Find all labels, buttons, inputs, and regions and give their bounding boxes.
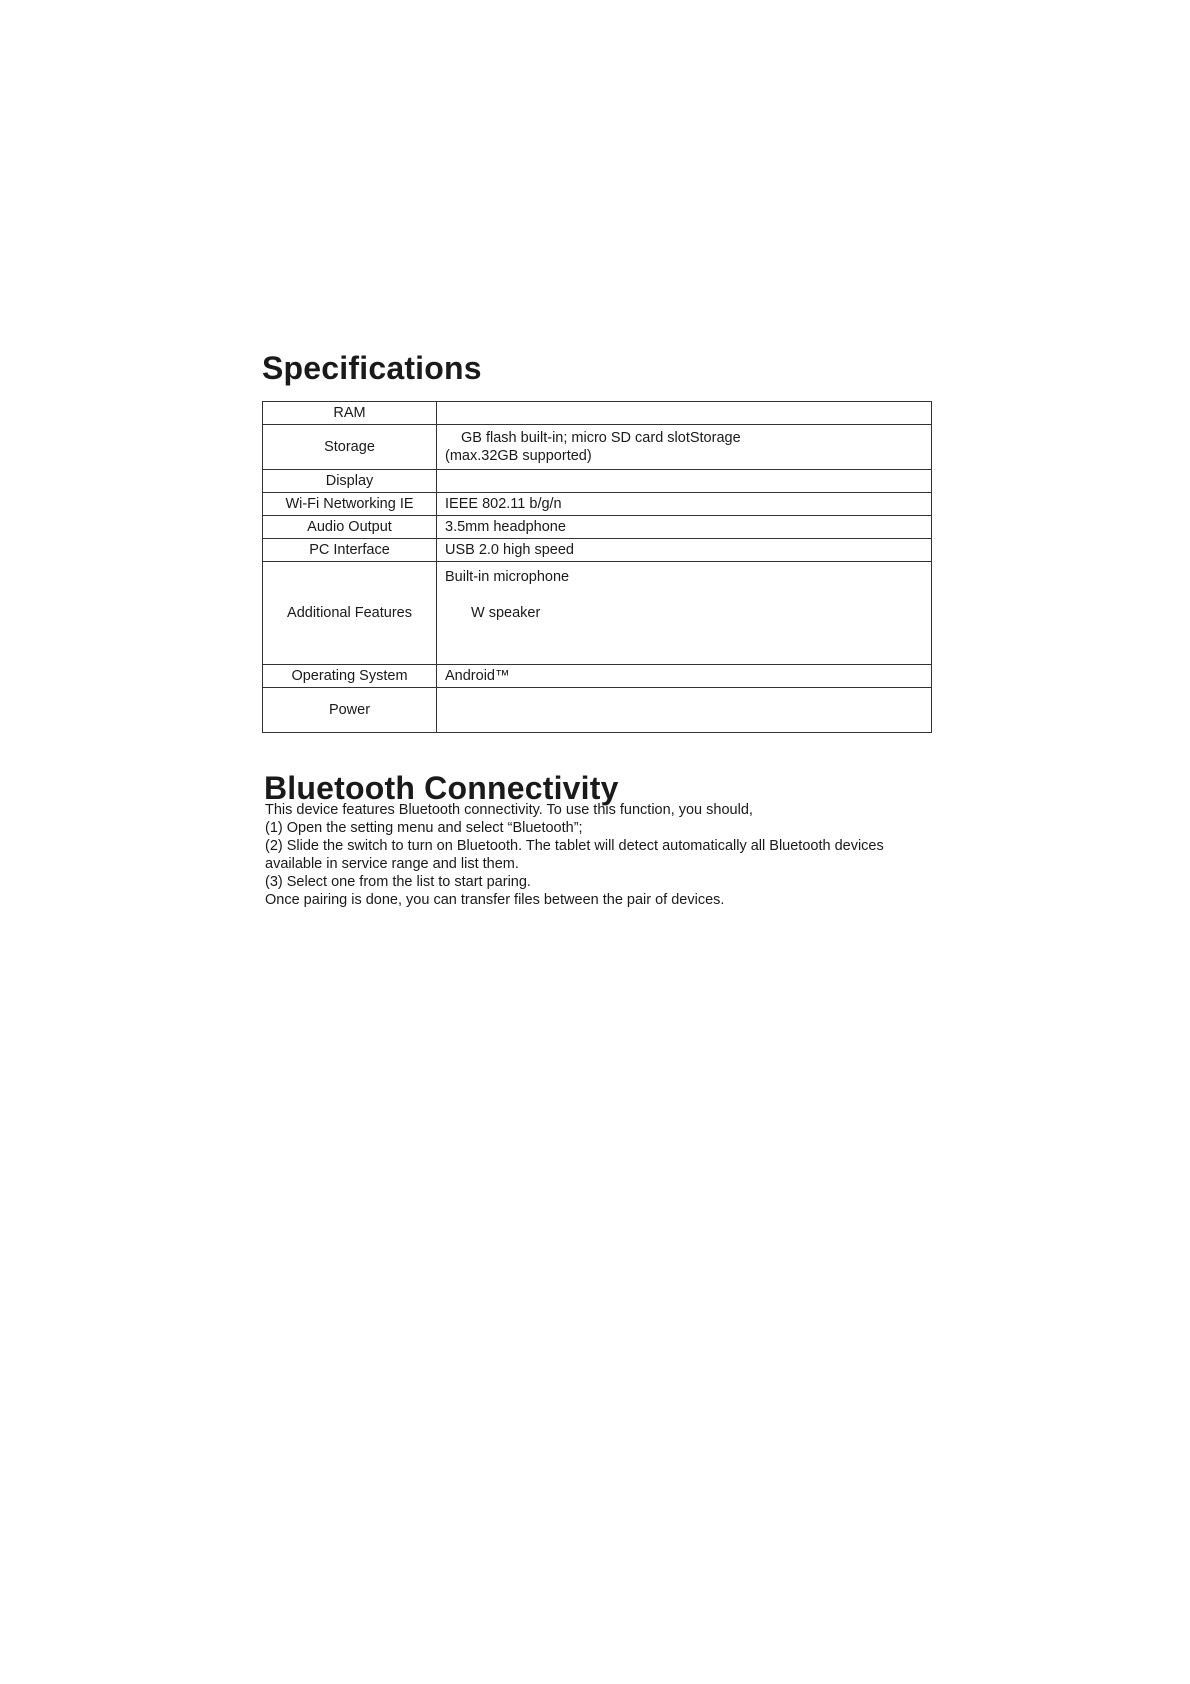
- spec-row-power: [263, 688, 932, 733]
- spec-label: Power: [263, 688, 437, 733]
- instruction-line: (3) Select one from the list to start paring.: [265, 874, 531, 890]
- spec-row-ram: [263, 402, 932, 425]
- spec-value: USB 2.0 high speed: [437, 539, 932, 562]
- spec-row-audio: [263, 516, 932, 539]
- spec-value: Android™: [437, 665, 932, 688]
- spec-row-wifi: [263, 493, 932, 516]
- instruction-line: (1) Open the setting menu and select “Bluetooth”;: [265, 820, 583, 836]
- spec-row-operating-system: [263, 665, 932, 688]
- spec-value: [437, 688, 932, 733]
- spec-value: [437, 402, 932, 425]
- spec-label: Storage: [263, 425, 437, 470]
- spec-label: PC Interface: [263, 539, 437, 562]
- spec-row-storage: [263, 425, 932, 470]
- spec-label: RAM: [263, 402, 437, 425]
- spec-label: Audio Output: [263, 516, 437, 539]
- bluetooth-heading: Bluetooth Connectivity: [264, 770, 619, 806]
- bluetooth-instructions: [265, 801, 945, 909]
- spec-value-line: W speaker: [471, 605, 541, 621]
- spec-label: Wi-Fi Networking IE: [263, 493, 437, 516]
- specifications-table: [262, 401, 932, 733]
- spec-label: Operating System: [263, 665, 437, 688]
- spec-value: IEEE 802.11 b/g/n: [437, 493, 932, 516]
- spec-value: [437, 470, 932, 493]
- instruction-line: available in service range and list them.: [265, 856, 519, 872]
- instruction-line: This device features Bluetooth connectivity. To use this function, you should,: [265, 802, 753, 818]
- instruction-line: (2) Slide the switch to turn on Bluetooth. The tablet will detect automatically all Bluetooth devices: [265, 838, 884, 854]
- specifications-heading: Specifications: [262, 350, 482, 386]
- spec-row-display: [263, 470, 932, 493]
- spec-row-pc-interface: [263, 539, 932, 562]
- spec-value: [437, 425, 932, 470]
- spec-label: Display: [263, 470, 437, 493]
- spec-value: [437, 562, 932, 665]
- spec-value-line: (max.32GB supported): [445, 448, 592, 464]
- spec-row-additional-features: [263, 562, 932, 665]
- instruction-line: Once pairing is done, you can transfer files between the pair of devices.: [265, 892, 725, 908]
- spec-value-line: GB flash built-in; micro SD card slotStorage: [461, 430, 741, 446]
- spec-value-line: Built-in microphone: [445, 569, 570, 585]
- spec-label: Additional Features: [263, 562, 437, 665]
- spec-value: 3.5mm headphone: [437, 516, 932, 539]
